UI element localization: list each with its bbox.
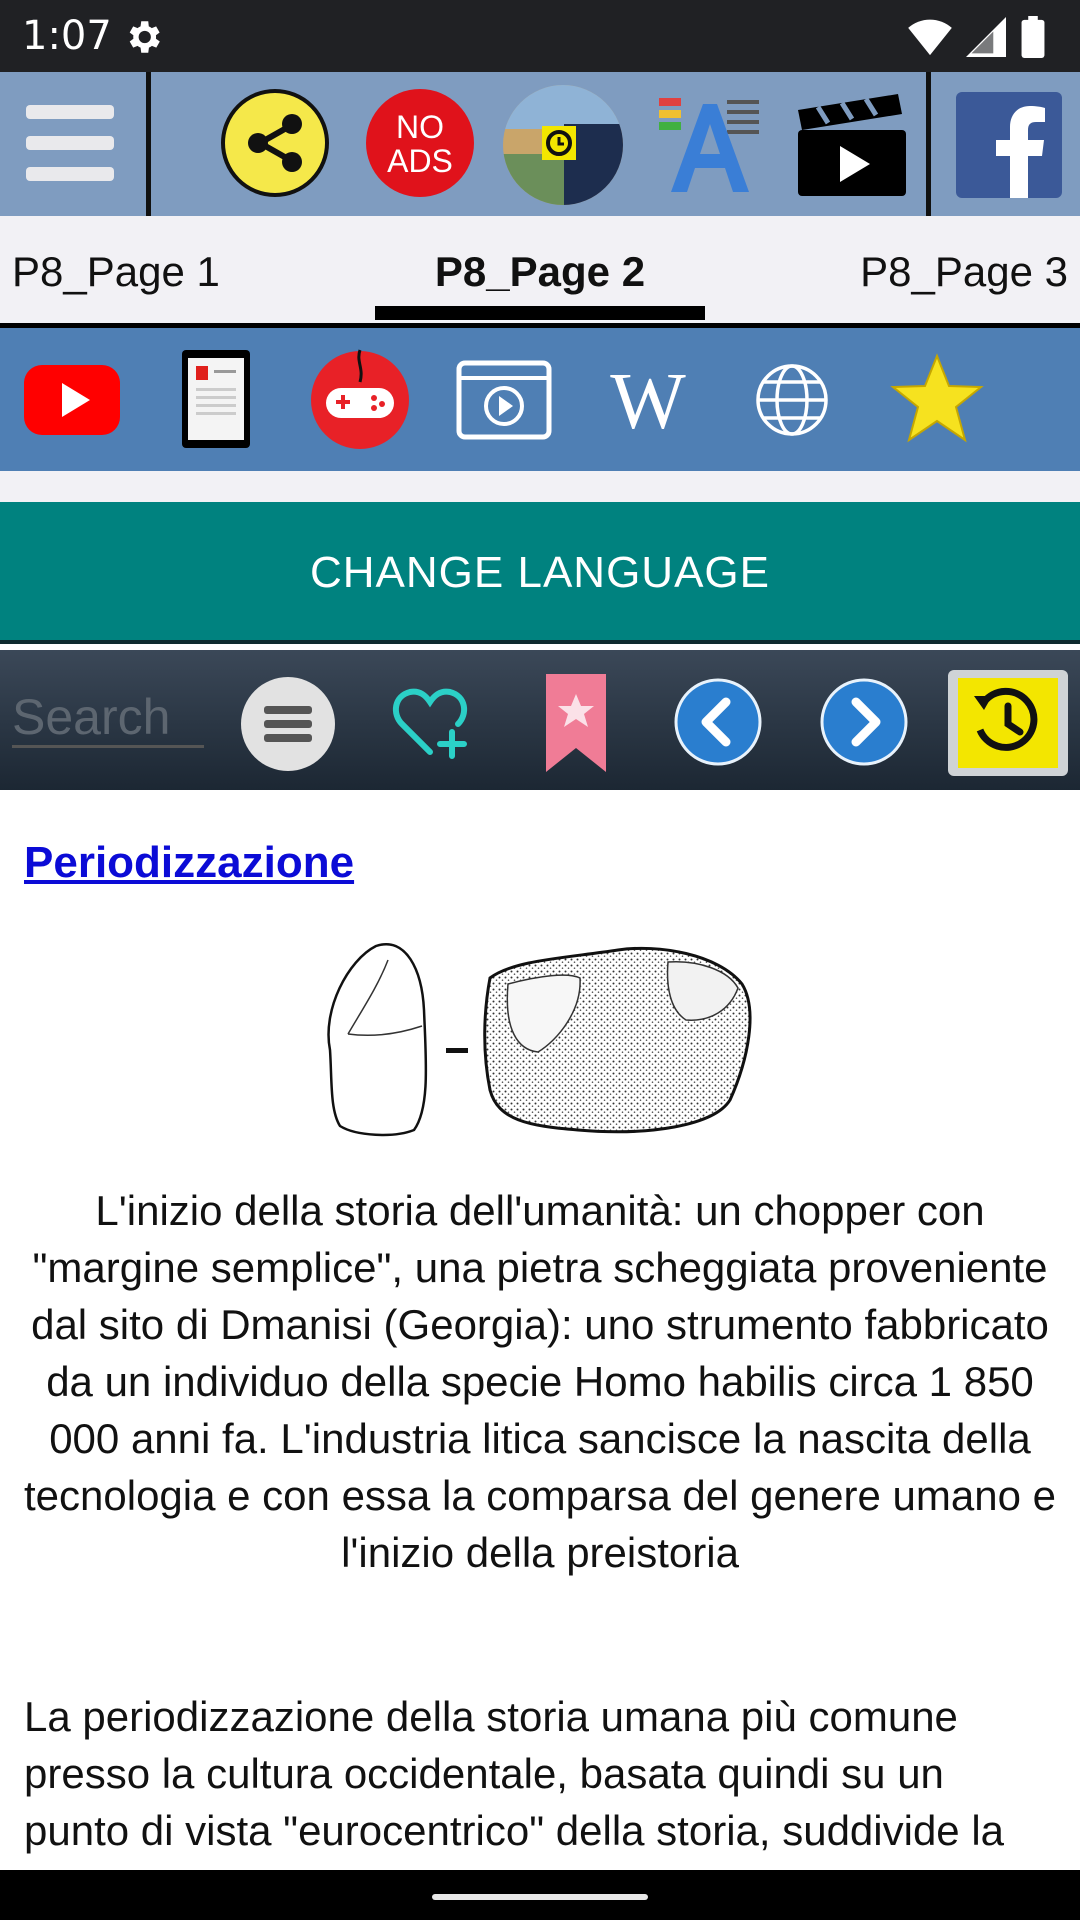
history-photo-icon[interactable] xyxy=(502,84,624,206)
image-caption: L'inizio della storia dell'umanità: un chopper con "margine semplice", una pietra scheggiata proveniente dal sito di Dmanisi (Georgia): uno strumento fabbricato da un individuo della specie Homo habilis circa 1 850 000 anni fa. L'industria litica sancisce la nascita della tecnologia e con essa la comparsa del genere umano e l'inizio della preistoria xyxy=(24,1187,1056,1576)
heart-add-icon[interactable] xyxy=(392,684,472,760)
share-icon[interactable] xyxy=(220,88,330,198)
video-player-icon[interactable] xyxy=(456,360,552,440)
history-icon[interactable] xyxy=(948,670,1068,776)
top-toolbar xyxy=(0,72,1080,216)
next-arrow-icon[interactable] xyxy=(820,678,908,766)
facebook-icon[interactable] xyxy=(956,92,1062,198)
shortcut-icon-row xyxy=(0,328,1080,471)
signal-icon xyxy=(966,17,1006,57)
star-icon[interactable] xyxy=(890,352,984,444)
active-tab-indicator xyxy=(375,306,705,320)
settings-gear-icon xyxy=(122,16,164,58)
system-nav-bar xyxy=(0,1870,1080,1920)
font-size-icon[interactable] xyxy=(655,92,763,196)
home-gesture-pill[interactable] xyxy=(432,1894,648,1900)
status-time: 1:07 xyxy=(22,13,112,59)
tab-page-3[interactable]: P8_Page 3 xyxy=(860,248,1068,295)
spacer xyxy=(0,471,1080,502)
hamburger-menu-icon[interactable] xyxy=(20,98,120,188)
menu-circle-icon[interactable] xyxy=(240,676,336,772)
svg-text:W: W xyxy=(610,358,686,446)
search-input[interactable] xyxy=(12,688,204,748)
search-toolbar xyxy=(0,650,1080,790)
article-content xyxy=(0,790,1080,1870)
change-language-button[interactable]: CHANGE LANGUAGE xyxy=(0,502,1080,644)
no-ads-line1: NO xyxy=(396,109,444,145)
article-heading-link[interactable]: Periodizzazione xyxy=(24,838,355,887)
no-ads-icon[interactable] xyxy=(365,88,475,198)
toolbar-divider xyxy=(146,72,151,216)
bookmark-icon[interactable] xyxy=(544,674,608,774)
tab-page-2[interactable]: P8_Page 2 xyxy=(434,248,646,295)
wifi-icon xyxy=(908,17,952,57)
video-clapper-icon[interactable] xyxy=(794,90,910,198)
wikipedia-icon[interactable] xyxy=(600,358,696,446)
gamepad-icon[interactable] xyxy=(310,350,410,450)
ebook-icon[interactable] xyxy=(182,350,250,448)
toolbar-divider xyxy=(926,72,931,216)
globe-icon[interactable] xyxy=(754,362,830,438)
status-bar xyxy=(0,0,1080,72)
battery-icon xyxy=(1020,16,1046,58)
youtube-icon[interactable] xyxy=(24,365,120,435)
tab-page-1[interactable]: P8_Page 1 xyxy=(12,248,220,295)
article-paragraph: La periodizzazione della storia umana più comune presso la cultura occidentale, basata quindi su un punto di vista "eurocentrico" della storia, suddivide la xyxy=(24,1693,1005,1854)
no-ads-line2: ADS xyxy=(387,143,453,179)
prev-arrow-icon[interactable] xyxy=(674,678,762,766)
chopper-stone-illustration xyxy=(318,940,762,1140)
